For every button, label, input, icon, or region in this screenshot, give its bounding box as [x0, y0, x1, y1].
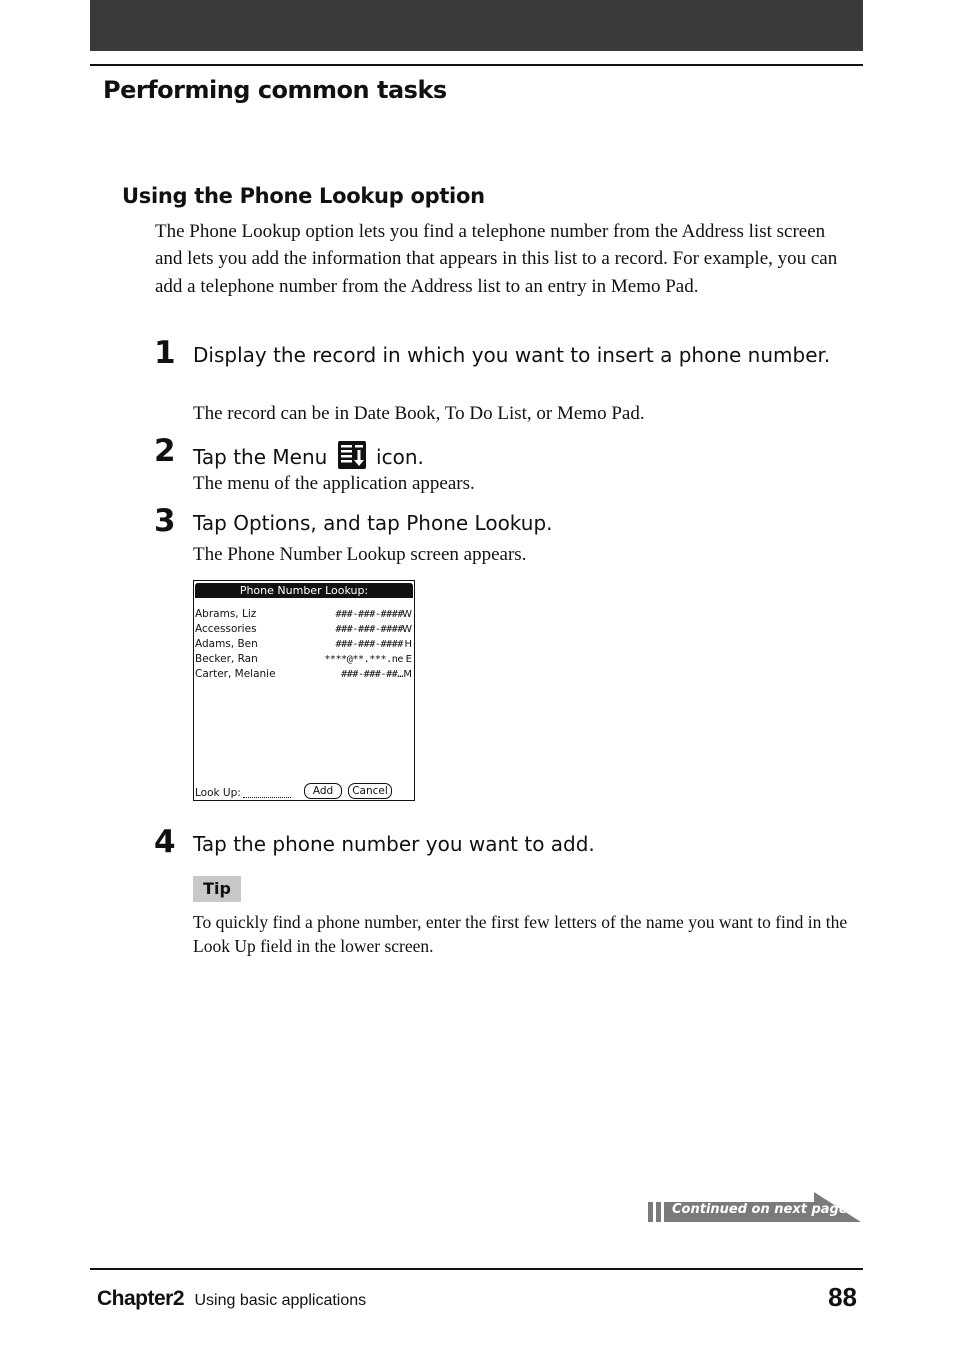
step-2-text-after: icon. [376, 445, 424, 469]
row-type: W [402, 624, 412, 635]
step-3-text: Tap Options, and tap Phone Lookup. [193, 511, 553, 535]
lookup-row[interactable] [195, 637, 413, 652]
continued-banner [648, 1192, 862, 1222]
step-2-text-before: Tap the Menu [193, 445, 328, 469]
row-name: Accessories [195, 623, 257, 635]
chapter-label: Chapter2 [97, 1287, 185, 1310]
step-1-note: The record can be in Date Book, To Do List, or Memo Pad. [193, 403, 645, 424]
lookup-row[interactable] [195, 622, 413, 637]
step-1-text: Display the record in which you want to insert a phone number. [193, 343, 831, 367]
row-type: M [403, 669, 412, 680]
section-title: Performing common tasks [103, 76, 447, 104]
row-type: E [405, 654, 412, 665]
lookup-label: Look Up: [195, 787, 241, 799]
step-1-number: 1 [154, 335, 176, 371]
lookup-row[interactable] [195, 607, 413, 622]
step-2-number: 2 [154, 433, 176, 469]
header-rule [90, 64, 863, 66]
row-name: Becker, Ran [195, 653, 258, 665]
row-phone: ****@**.***.ne [324, 654, 403, 665]
intro-paragraph: The Phone Lookup option lets you find a telephone number from the Address list screen and lets you add the information that appears in this list to a record. For example, you can add a telephone number from the Address list to an entry in Memo Pad. [155, 221, 838, 297]
tip-label: Tip [193, 876, 241, 902]
step-4-number: 4 [154, 824, 176, 860]
step-3-number: 3 [154, 503, 176, 539]
row-phone: ###-###-##… [341, 669, 403, 680]
header-bar [90, 0, 863, 51]
step-3-note: The Phone Number Lookup screen appears. [193, 544, 527, 565]
row-phone: ###-###-#### [335, 624, 403, 635]
step-2-note: The menu of the application appears. [193, 473, 475, 494]
cancel-button[interactable]: Cancel [348, 783, 392, 799]
step-4-text: Tap the phone number you want to add. [193, 832, 595, 856]
row-type: W [402, 609, 412, 620]
lookup-input[interactable] [243, 797, 291, 798]
continued-text: Continued on next page [672, 1202, 848, 1217]
row-name: Carter, Melanie [195, 668, 276, 680]
tip-text: To quickly find a phone number, enter the first few letters of the name you want to find in the Look Up field in the lower screen. [193, 912, 848, 956]
row-name: Abrams, Liz [195, 608, 257, 620]
row-name: Adams, Ben [195, 638, 258, 650]
page-number: 88 [828, 1282, 857, 1312]
phone-lookup-screen [193, 580, 415, 801]
screen-title: Phone Number Lookup: [195, 583, 413, 598]
row-phone: ###-###-#### [335, 639, 403, 650]
row-phone: ###-###-#### [335, 609, 403, 620]
chapter-footer [97, 1287, 366, 1311]
subsection-title: Using the Phone Lookup option [122, 184, 485, 208]
chapter-title: Using basic applications [194, 1292, 367, 1309]
lookup-row[interactable] [195, 667, 413, 682]
row-type: H [404, 639, 412, 650]
footer-rule [90, 1268, 863, 1270]
add-button[interactable]: Add [304, 783, 342, 799]
lookup-row[interactable] [195, 652, 413, 667]
